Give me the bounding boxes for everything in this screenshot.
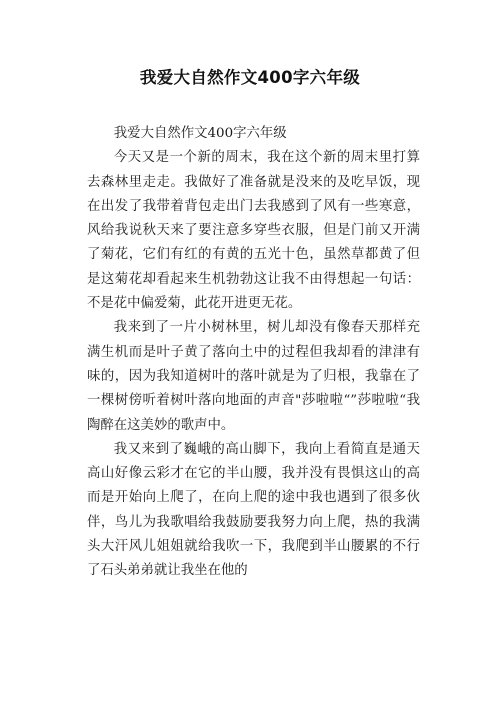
paragraph: 今天又是一个新的周末，我在这个新的周末里打算去森林里走走。我做好了准备就是没来的及吃早饭，现在出发了我带着背包走出门去我感到了风有一些寒意，风给我说秋天来了要注意多穿些衣服，但是门前又开满了菊花，它们有红的有黄的五光十色，虽然草都黄了但是这菊花却看起来生机勃勃这让我不由得想起一句话：不是花中偏爱菊，此花开进更无花。 (87, 150, 420, 312)
paragraph-subtitle: 我爱大自然作文400字六年级 (113, 126, 287, 141)
page-title: 我爱大自然作文400字六年级 (139, 68, 361, 87)
article-body (87, 122, 420, 584)
paragraph: 我又来到了巍峨的高山脚下，我向上看简直是通天高山好像云彩才在它的半山腰，我并没有畏惧这山的高而是开始向上爬了，在向上爬的途中我也遇到了很多伙伴，鸟儿为我歌唱给我鼓励要我努力向上爬，热的我满头大汗风儿姐姐就给我吹一下，我爬到半山腰累的不行了石头弟弟就让我坐在他的 (87, 441, 420, 579)
paragraph: 我来到了一片小树林里，树儿却没有像春天那样充满生机而是叶子黄了落向土中的过程但我却看的津津有味的，因为我知道树叶的落叶就是为了归根，我靠在了一棵树傍听着树叶落向地面的声音"莎啦啦“”莎啦啦“我陶醉在这美妙的歌声中。 (87, 320, 420, 433)
